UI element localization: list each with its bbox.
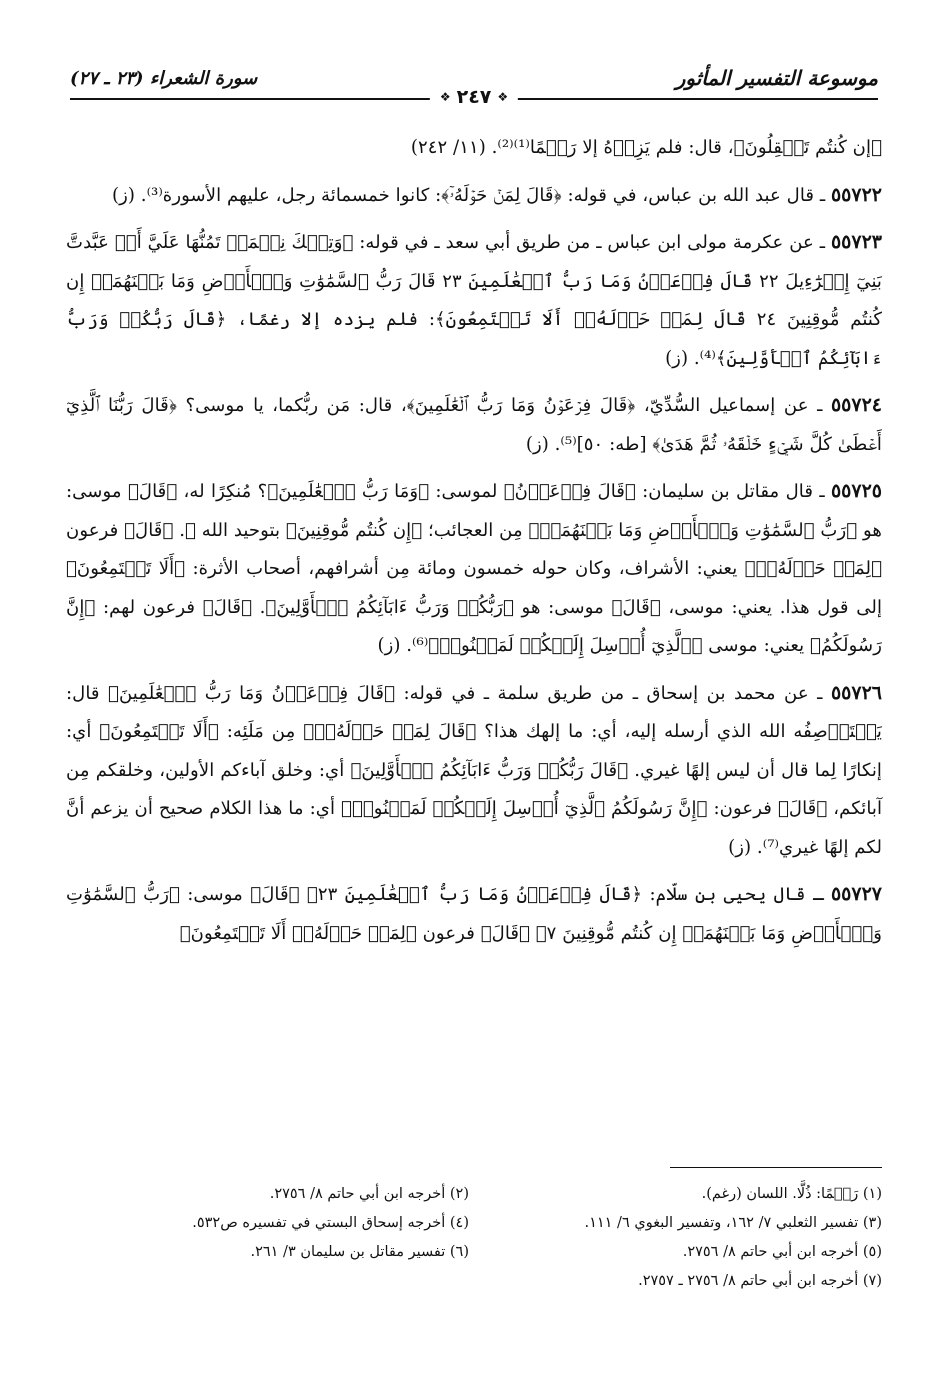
paragraph [66, 875, 882, 953]
footnote: (٣) تفسير الثعلبي ٧/ ١٦٢، وتفسير البغوي ٦/ ١١١. [584, 1215, 882, 1231]
paragraph [66, 472, 882, 666]
paragraph [66, 223, 882, 378]
paragraph [66, 674, 882, 868]
paragraph [66, 386, 882, 464]
paragraph [66, 128, 882, 168]
footnotes [66, 1180, 882, 1296]
main-text [66, 128, 882, 961]
paragraph-text: ـ عن إسماعيل السُّدِّيّ، ﴿قَالَ فِرۡعَوۡنُ وَمَا رَبُّ ٱلۡعَٰلَمِينَ﴾، قال: مَن ربُّكما، يا موسى؟ ﴿قَالَ رَبُّنَا ٱلَّذِيٓ أَعۡطَىٰ كُلَّ شَيۡءٍ خَلۡقَهُۥ ثُمَّ هَدَىٰ﴾ [طه: ٥٠]⁽⁵⁾. (ز) [66, 395, 882, 455]
footnote [66, 1267, 469, 1296]
paragraph-number: ٥٥٧٢٤ [830, 394, 882, 416]
footnote: (١) رَغۡمًا: ذُلًّا. اللسان (رغم). [701, 1186, 882, 1202]
footnote: (٥) أخرجه ابن أبي حاتم ٨/ ٢٧٥٦. [682, 1244, 882, 1260]
footnote-separator [670, 1167, 882, 1168]
paragraph-number: ٥٥٧٢٢ [830, 183, 882, 206]
footnote: (٤) أخرجه إسحاق البستي في تفسيره ص٥٣٢. [192, 1215, 469, 1231]
paragraph-text: ـ قال يحيى بن سلّام: ﴿قَالَ فِرۡعَوۡنُ وَمَا رَبُّ ٱلۡعَٰلَمِينَ ٢٣﴾ ﴿قَالَ﴾ موسى: ﴿رَبُّ ٱلسَّمَٰوَٰتِ وَٱلۡأَرۡضِ وَمَا بَيۡنَهُمَآۖ إِن كُنتُم مُّوقِنِينَ ٧﴾ ﴿قَالَ﴾ فرعون ﴿لِمَنۡ حَوۡلَهُۥٓ أَلَا تَسۡتَمِعُونَ﴾ [66, 884, 882, 944]
footnote: (٧) أخرجه ابن أبي حاتم ٨/ ٢٧٥٦ ـ ٢٧٥٧. [638, 1273, 882, 1289]
paragraph-number: ٥٥٧٢٧ [830, 883, 882, 905]
footnote: (٢) أخرجه ابن أبي حاتم ٨/ ٢٧٥٦. [269, 1186, 469, 1202]
page-number [430, 86, 518, 108]
footnote: (٦) تفسير مقاتل بن سليمان ٣/ ٢٦١. [250, 1244, 469, 1260]
ornament-icon: ❖ [439, 90, 451, 104]
surah-reference: سورة الشعراء (٢٣ ـ ٢٧) [70, 67, 258, 89]
page-number-text: ٢٤٧ [456, 86, 492, 108]
book-title: موسوعة التفسير المأثور [675, 66, 878, 90]
paragraph-text: ـ عن عكرمة مولى ابن عباس ـ من طريق أبي سعد ـ في قوله: ﴿وَتِلۡكَ نِعۡمَةٞ تَمُنُّهَا عَلَيَّ أَنۡ عَبَّدتَّ بَنِيٓ إِسۡرَٰٓءِيلَ ٢٢ قَالَ فِرۡعَوۡنُ وَمَا رَبُّ ٱلۡعَٰلَمِينَ ٢٣ قَالَ رَبُّ ٱلسَّمَٰوَٰتِ وَٱلۡأَرۡضِ وَمَا بَيۡنَهُمَآۖ إِن كُنتُم مُّوقِنِينَ ٢٤ قَالَ لِمَنۡ حَوۡلَهُۥٓ أَلَا تَسۡتَمِعُونَ﴾: فلم يزده إلا رغمًا، ﴿قَالَ رَبُّكُمۡ وَرَبُّ ءَابَآئِكُمُ ٱلۡأَوَّلِينَ﴾⁽⁴⁾. (ز) [66, 232, 882, 369]
ornament-icon: ❖ [497, 90, 509, 104]
paragraph-number: ٥٥٧٢٥ [830, 480, 882, 502]
paragraph-text: ـ قال عبد الله بن عباس، في قوله: ﴿قَالَ لِمَنۡ حَوۡلَهُۥٓ﴾: كانوا خمسمائة رجل، عليهم الأسورة⁽³⁾. (ز) [112, 184, 831, 206]
paragraph-text: ـ عن محمد بن إسحاق ـ من طريق سلمة ـ في قوله: ﴿قَالَ فِرۡعَوۡنُ وَمَا رَبُّ ٱلۡعَٰلَمِينَ﴾ قال: يَسۡتَوۡصِفُه الله الذي أرسله إليه، أي: ما إلهك هذا؟ ﴿قَالَ لِمَنۡ حَوۡلَهُۥٓ﴾ مِن مَلَئِه: ﴿أَلَا تَسۡتَمِعُونَ﴾ أي: إنكارًا لِما قال أن ليس إلهًا غيري. ﴿قَالَ رَبُّكُمۡ وَرَبُّ ءَابَآئِكُمُ ٱلۡأَوَّلِينَ﴾ أي: وخلق آباءكم الأولين، وخلقكم مِن آبائكم، ﴿قَالَ﴾ فرعون: ﴿إِنَّ رَسُولَكُمُ ٱلَّذِيٓ أُرۡسِلَ إِلَيۡكُمۡ لَمَجۡنُونٞ﴾ أي: ما هذا الكلام صحيح أن يزعم أنَّ لكم إلهًا غيري⁽⁷⁾. (ز) [66, 682, 882, 858]
paragraph-text: ﴿إن كُنتُم تَعۡقِلُونَ﴾، قال: فلم يَزِدۡهُ إلا رَغۡمًا⁽¹⁾⁽²⁾. (١١/ ٢٤٢) [410, 137, 882, 158]
paragraph-number: ٥٥٧٢٦ [830, 681, 882, 704]
paragraph [66, 176, 882, 216]
paragraph-number: ٥٥٧٢٣ [830, 231, 882, 253]
paragraph-text: ـ قال مقاتل بن سليمان: ﴿قَالَ فِرۡعَوۡنُ﴾ لموسى: ﴿وَمَا رَبُّ ٱلۡعَٰلَمِينَ﴾؟ مُنكِرًا له، ﴿قَالَ﴾ موسى: هو ﴿رَبُّ ٱلسَّمَٰوَٰتِ وَٱلۡأَرۡضِ وَمَا بَيۡنَهُمَآۖ﴾ مِن العجائب؛ ﴿إِن كُنتُم مُّوقِنِينَ﴾ بتوحيد الله ﷻ. ﴿قَالَ﴾ فرعون ﴿لِمَنۡ حَوۡلَهُۥٓ﴾ يعني: الأشراف، وكان حوله خمسون ومائة مِن أشرافهم، أصحاب الأثرة: ﴿أَلَا تَسۡتَمِعُونَ﴾ إلى قول هذا. يعني: موسى، ﴿قَالَ﴾ موسى: هو ﴿رَبُّكُمۡ وَرَبُّ ءَابَآئِكُمُ ٱلۡأَوَّلِينَ﴾. ﴿قَالَ﴾ فرعون لهم: ﴿إِنَّ رَسُولَكُمُ﴾ يعني: موسى ﴿ٱلَّذِيٓ أُرۡسِلَ إِلَيۡكُمۡ لَمَجۡنُونٞ﴾⁽⁶⁾. (ز) [66, 481, 882, 656]
